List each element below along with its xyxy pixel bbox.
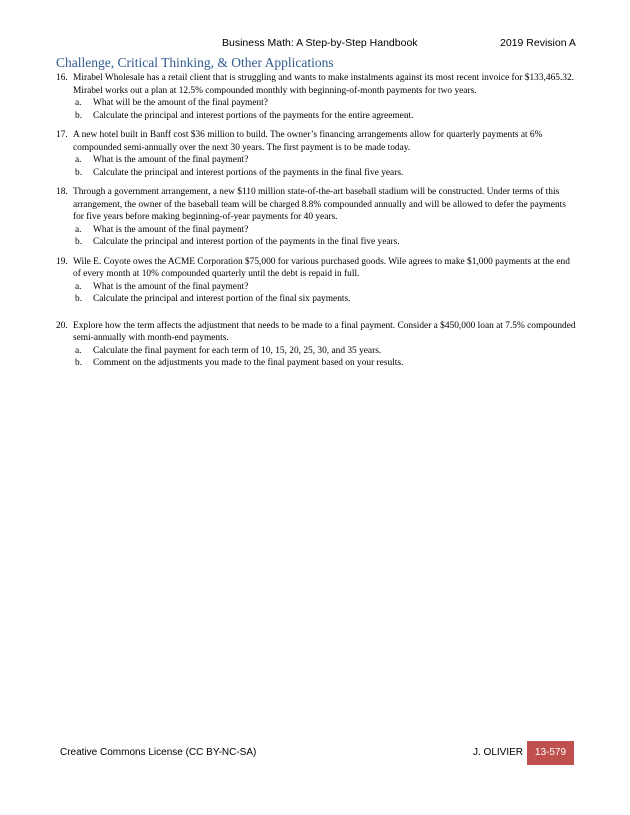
problem-number: 20. (56, 320, 68, 331)
problem-17 (56, 129, 576, 179)
page-header (0, 37, 630, 51)
book-title: Business Math: A Step-by-Step Handbook (222, 37, 418, 49)
problem-part (73, 167, 576, 180)
problem-part (73, 154, 576, 167)
problem-number: 16. (56, 73, 68, 83)
part-text: Calculate the final payment for each term of 10, 15, 20, 25, 30, and 35 years. (93, 345, 382, 356)
part-letter: b. (75, 167, 83, 178)
part-letter: a. (75, 281, 82, 292)
part-text: What is the amount of the final payment? (93, 155, 249, 165)
part-letter: b. (75, 294, 83, 304)
part-text: Comment on the adjustments you made to the final payment based on your results. (93, 358, 404, 368)
part-letter: a. (75, 98, 82, 108)
part-letter: b. (75, 237, 83, 247)
problem-text: Through a government arrangement, a new $110 million state-of-the-art baseball stadium will be constructed. Under terms of this arrangement, the owner of the baseball team will be charged 8.8% compounded annually and will be allowed to defer the payments for five years before making beginning-of-year payments for 40 years. (73, 187, 566, 222)
problem-part (73, 293, 576, 306)
page-number-badge: 13-579 (527, 741, 574, 765)
problem-19 (56, 256, 576, 306)
section-title: Challenge, Critical Thinking, & Other Applications (56, 55, 334, 70)
problem-number: 19. (56, 256, 68, 267)
page-footer (0, 741, 630, 763)
problem-part (73, 281, 576, 294)
part-text: Calculate the principal and interest portion of the payments in the final five years. (93, 237, 400, 247)
part-letter: b. (75, 358, 83, 368)
problem-text: Wile E. Coyote owes the ACME Corporation $75,000 for various purchased goods. Wile agrees to make $1,000 payments at the end of every month at 10% compounded quarterly until the debt is repaid in full. (73, 256, 570, 279)
part-text: Calculate the principal and interest portion of the final six payments. (93, 294, 351, 304)
problem-text: A new hotel built in Banff cost $36 million to build. The owner’s financing arrangements allow for quarterly payments at 6% compounded semi-annually over the next 30 years. The first payment is to be made today. (73, 130, 543, 153)
problem-text: Mirabel Wholesale has a retail client that is struggling and wants to make instalments against its most recent invoice for $133,465.32. Mirabel works out a plan at 12.5% compounded monthly with beginning-of-month payments for two years. (73, 73, 575, 96)
problem-number: 18. (56, 187, 68, 197)
problem-number: 17. (56, 130, 68, 140)
problem-text: Explore how the term affects the adjustment that needs to be made to a final payment. Consider a $450,000 loan at 7.5% compounded semi-annually with month-end payments. (73, 320, 576, 343)
problem-part (73, 345, 576, 358)
part-text: What is the amount of the final payment? (93, 224, 249, 235)
problem-part (73, 357, 576, 370)
problem-18 (56, 186, 576, 249)
license-text: Creative Commons License (CC BY-NC-SA) (60, 747, 257, 758)
problem-part (73, 236, 576, 249)
problem-20 (56, 320, 576, 370)
revision-label: 2019 Revision A (500, 37, 576, 49)
part-letter: a. (75, 155, 82, 165)
problem-part (73, 110, 576, 123)
part-letter: b. (75, 110, 83, 121)
part-text: What is the amount of the final payment? (93, 281, 249, 292)
part-letter: a. (75, 224, 82, 235)
problem-16 (56, 72, 576, 122)
problem-part (73, 97, 576, 110)
problem-list (56, 72, 576, 377)
part-letter: a. (75, 345, 82, 356)
part-text: What will be the amount of the final payment? (93, 98, 268, 108)
problem-part (73, 224, 576, 237)
part-text: Calculate the principal and interest portions of the payments in the final five years. (93, 167, 404, 178)
part-text: Calculate the principal and interest portions of the payments for the entire agreement. (93, 110, 414, 121)
author-name: J. OLIVIER (473, 747, 524, 758)
